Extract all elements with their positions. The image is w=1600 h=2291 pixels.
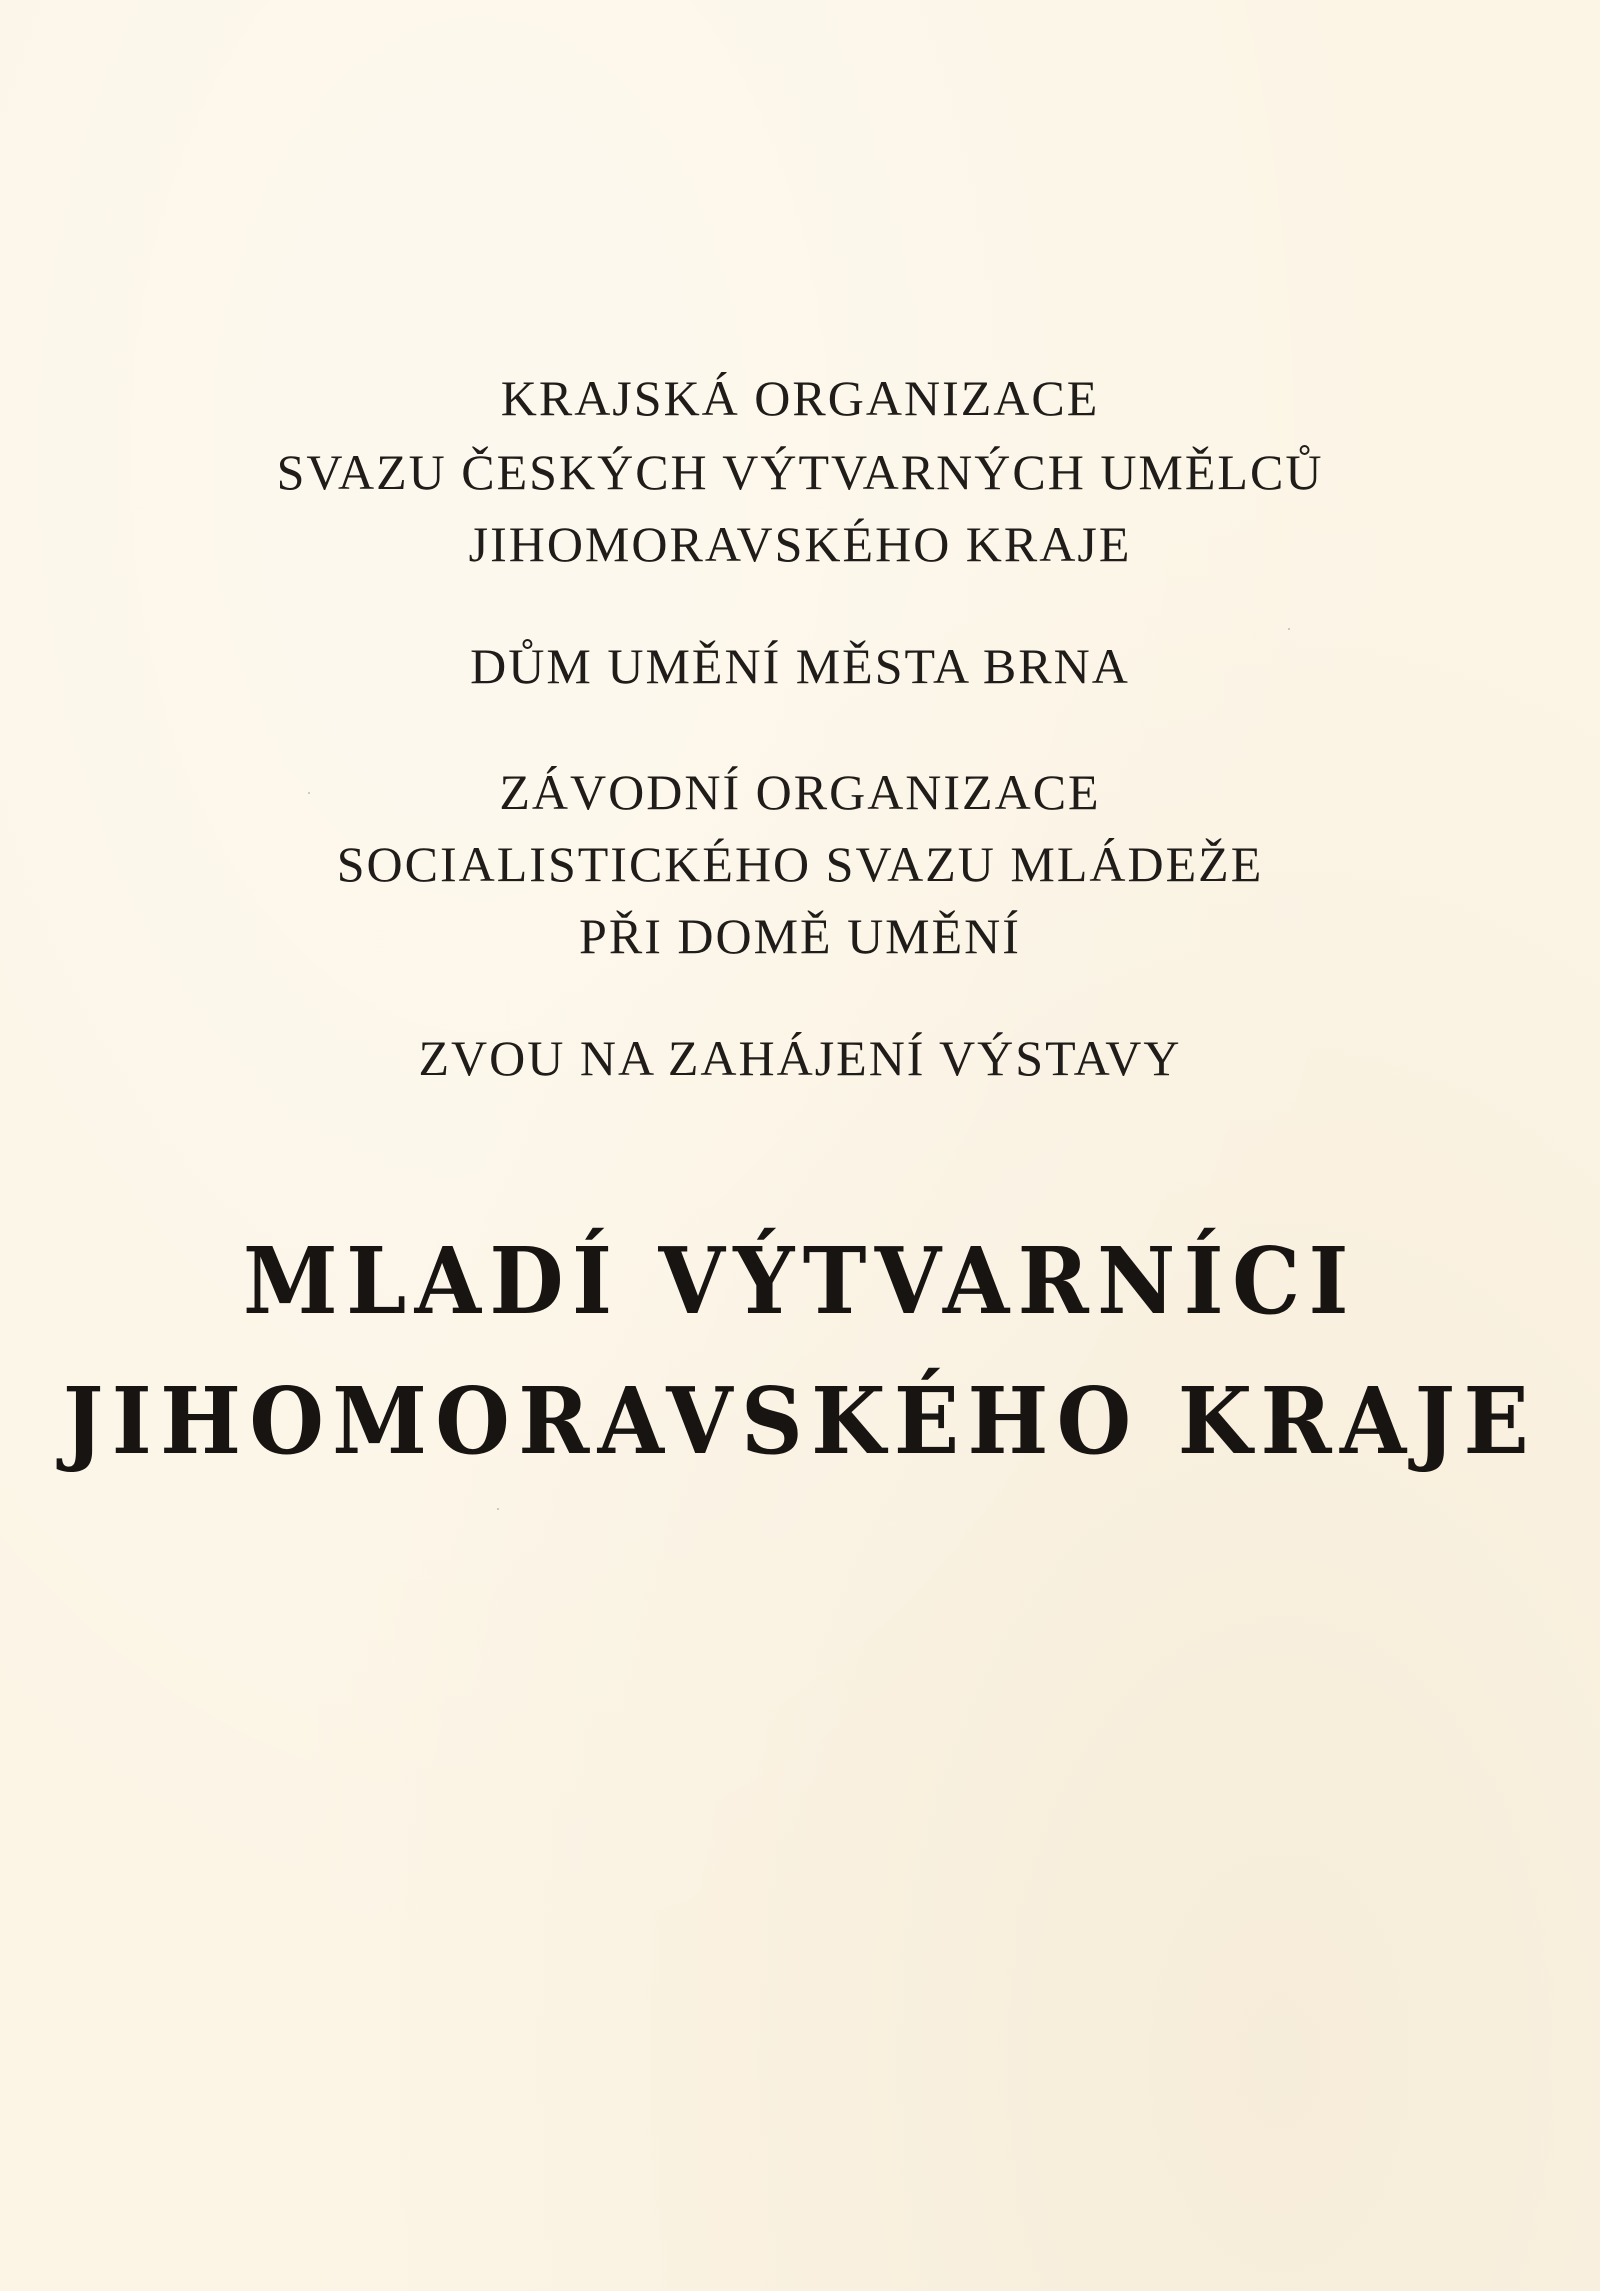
org1-line-3: JIHOMORAVSKÉHO KRAJE	[468, 516, 1132, 572]
paper-speck	[1288, 628, 1290, 630]
exhibition-title-line-2: JIHOMORAVSKÉHO KRAJE	[62, 1367, 1538, 1475]
paper-speck	[308, 792, 310, 794]
org3-line-1: ZÁVODNÍ ORGANIZACE	[499, 764, 1101, 820]
exhibition-title-line-1: MLADÍ VÝTVARNÍCI	[243, 1227, 1357, 1335]
org3-line-2: SOCIALISTICKÉHO SVAZU MLÁDEŽE	[336, 836, 1264, 892]
invitation-text: ZVOU NA ZAHÁJENÍ VÝSTAVY	[418, 1030, 1182, 1086]
org1-line-2: SVAZU ČESKÝCH VÝTVARNÝCH UMĚLCŮ	[276, 444, 1324, 500]
org1-line-1: KRAJSKÁ ORGANIZACE	[500, 370, 1100, 426]
paper-speck	[497, 1508, 499, 1510]
org3-line-3: PŘI DOMĚ UMĚNÍ	[579, 908, 1021, 964]
org2-line-1: DŮM UMĚNÍ MĚSTA BRNA	[470, 638, 1130, 694]
